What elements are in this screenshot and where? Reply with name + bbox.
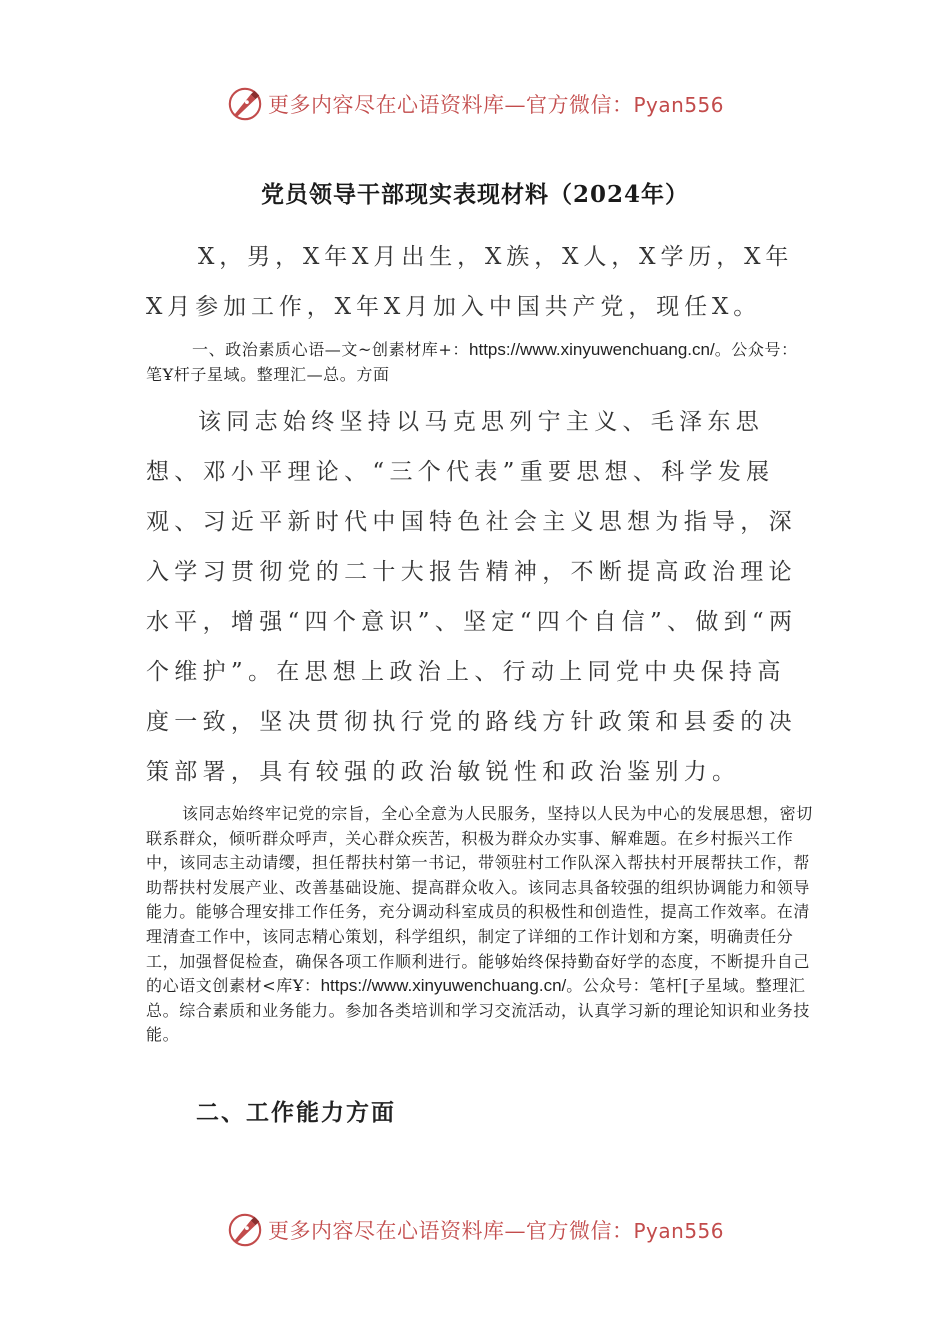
header-banner (226, 82, 746, 126)
banner-text: 更多内容尽在心语资料库—官方微信：Pyan556 (268, 1219, 725, 1243)
pen-nib-icon (226, 1211, 264, 1249)
wechat-id: Pyan556 (633, 1219, 725, 1243)
section2-heading: 二、工作能力方面 (196, 1099, 396, 1126)
document-title: 党员领导干部现实表现材料（2024年） (260, 181, 689, 208)
section1-prefix: 一、政治素质心语—文~创素材库+： (192, 340, 470, 359)
wechat-id: Pyan556 (633, 93, 725, 117)
service-url: https://www.xinyuwenchuang.cn/ (320, 976, 567, 996)
section1-url: https://www.xinyuwenchuang.cn/ (469, 340, 715, 359)
service-paragraph (146, 802, 814, 1048)
section1-heading-line (146, 338, 814, 387)
section1-suffix: 。公众号：笔Ұ杆子星域。整理汇—总。方面 (146, 340, 798, 384)
intro-paragraph: X，男，X年X月出生，X族，X人，X学历，X年X月参加工作，X年X月加入中国共产党，现任X。 (146, 244, 794, 320)
service-text-after: 。公众号：笔杆[子星域。整理汇总。综合素质和业务能力。参加各类培训和学习交流活动，认真学习新的理论知识和业务技能。 (146, 976, 811, 1045)
political-paragraph: 该同志始终坚持以马克思列宁主义、毛泽东思想、邓小平理论、“三个代表”重要思想、科学发展观、习近平新时代中国特色社会主义思想为指导，深入学习贯彻党的二十大报告精神，不断提高政治理论水平，增强“四个意识”、坚定“四个自信”、做到“两个维护”。在思想上政治上、行动上同党中央保持高度一致，坚决贯彻执行党的路线方针政策和县委的决策部署，具有较强的政治敏锐性和政治鉴别力。 (146, 409, 798, 785)
banner-text: 更多内容尽在心语资料库—官方微信：Pyan556 (268, 93, 725, 117)
pen-nib-icon (226, 85, 264, 123)
service-text-before: 该同志始终牢记党的宗旨，全心全意为人民服务，坚持以人民为中心的发展思想，密切联系群众，倾听群众呼声，关心群众疾苦，积极为群众办实事、解难题。在乡村振兴工作中，该同志主动请缨，担任帮扶村第一书记，带领驻村工作队深入帮扶村开展帮扶工作，帮助帮扶村发展产业、改善基础设施、提高群众收入。该同志具备较强的组织协调能力和领导能力。能够合理安排工作任务，充分调动科室成员的积极性和创造性，提高工作效率。在清理清查工作中，该同志精心策划，科学组织，制定了详细的工作计划和方案，明确责任分工，加强督促检查，确保各项工作顺利进行。能够始终保持勤奋好学的态度，不断提升自己的心语文创素材<库Ұ： (146, 804, 813, 996)
footer-banner (226, 1208, 746, 1252)
